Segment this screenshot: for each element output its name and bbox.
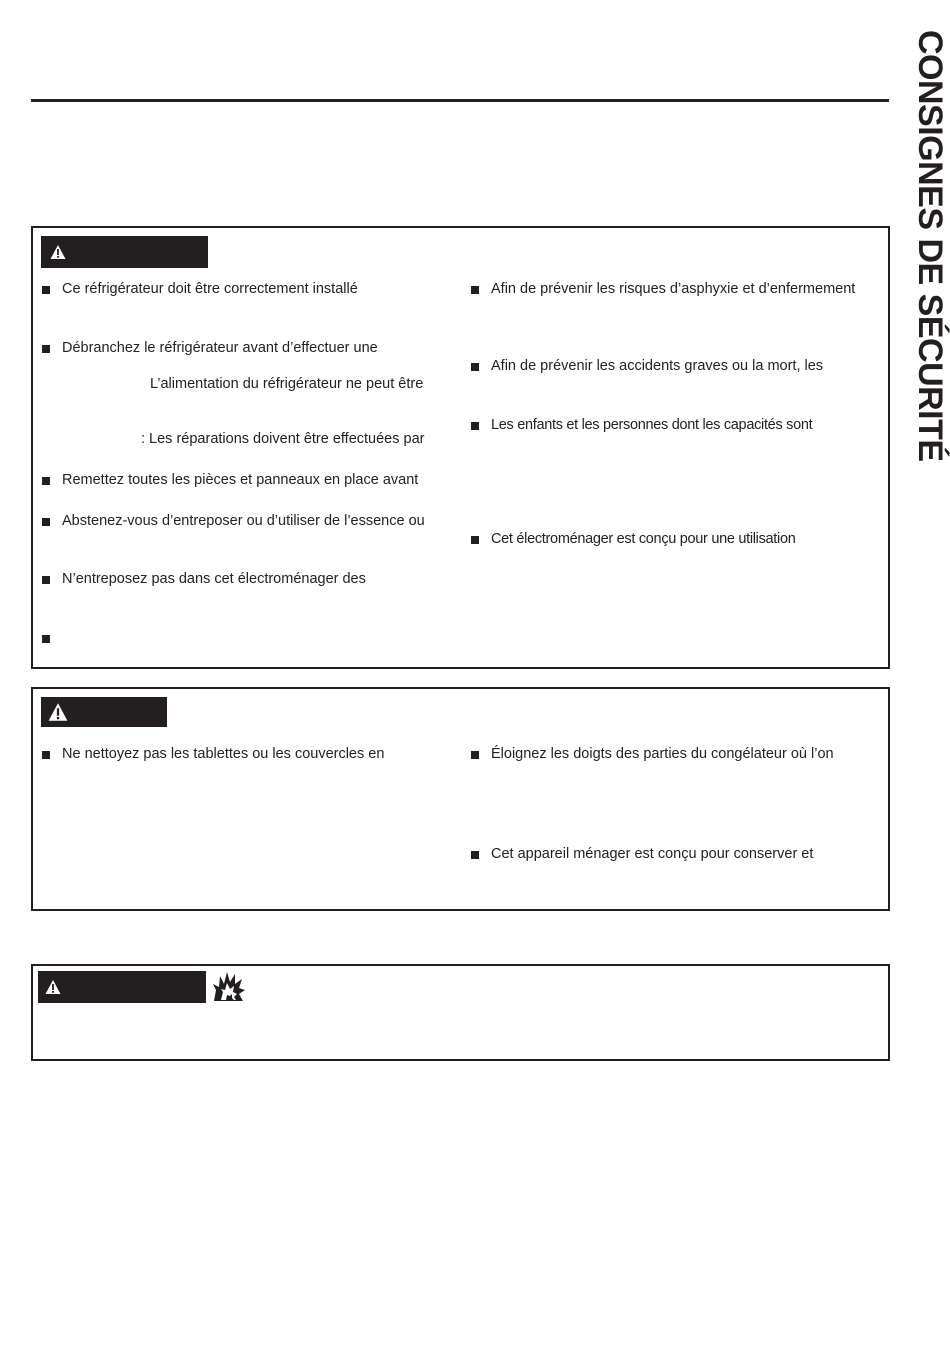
warning-item: Abstenez-vous d’entreposer ou d’utiliser de l’essence ou [62, 513, 425, 529]
warning-item: Ce réfrigérateur doit être correctement installé [62, 281, 358, 297]
bullet-icon [42, 576, 50, 584]
header-rule [31, 99, 889, 102]
bullet-icon [471, 536, 479, 544]
warning-item: Afin de prévenir les accidents graves ou la mort, les [491, 358, 824, 374]
warning-item: Remettez toutes les pièces et panneaux en place avant [62, 472, 419, 488]
caution-item: Ne nettoyez pas les tablettes ou les couvercles en [62, 746, 385, 762]
caution-item: Éloignez les doigts des parties du congélateur où l’on [491, 746, 834, 762]
warning-item-continuation: L’alimentation du réfrigérateur ne peut être [150, 376, 424, 392]
bullet-icon [471, 286, 479, 294]
bullet-icon [42, 286, 50, 294]
warning-banner [41, 236, 208, 268]
warning-triangle-icon [45, 979, 61, 995]
caution-item: Cet appareil ménager est conçu pour conserver et [491, 846, 814, 862]
warning-item: Cet électroménager est conçu pour une utilisation [491, 531, 796, 547]
warning-item: Les enfants et les personnes dont les capacités sont [491, 417, 813, 433]
warning-triangle-icon [48, 702, 68, 722]
explosion-icon [212, 970, 246, 1002]
bullet-icon [42, 518, 50, 526]
bullet-icon [42, 477, 50, 485]
warning-item-continuation: : Les réparations doivent être effectuées par [141, 431, 425, 447]
bullet-icon [471, 851, 479, 859]
section-title-vertical: CONSIGNES DE SÉCURITÉ [911, 30, 949, 462]
bullet-icon [42, 751, 50, 759]
bullet-icon [42, 635, 50, 643]
bullet-icon [42, 345, 50, 353]
caution-banner [41, 697, 167, 727]
warning-item: N’entreposez pas dans cet électroménager des [62, 571, 366, 587]
bullet-icon [471, 751, 479, 759]
warning-triangle-icon [50, 244, 66, 260]
warning-item: Débranchez le réfrigérateur avant d’effectuer une [62, 340, 378, 356]
bullet-icon [471, 363, 479, 371]
warning-item: Afin de prévenir les risques d’asphyxie et d’enfermement [491, 281, 856, 297]
explosion-warning-banner [38, 971, 206, 1003]
bullet-icon [471, 422, 479, 430]
